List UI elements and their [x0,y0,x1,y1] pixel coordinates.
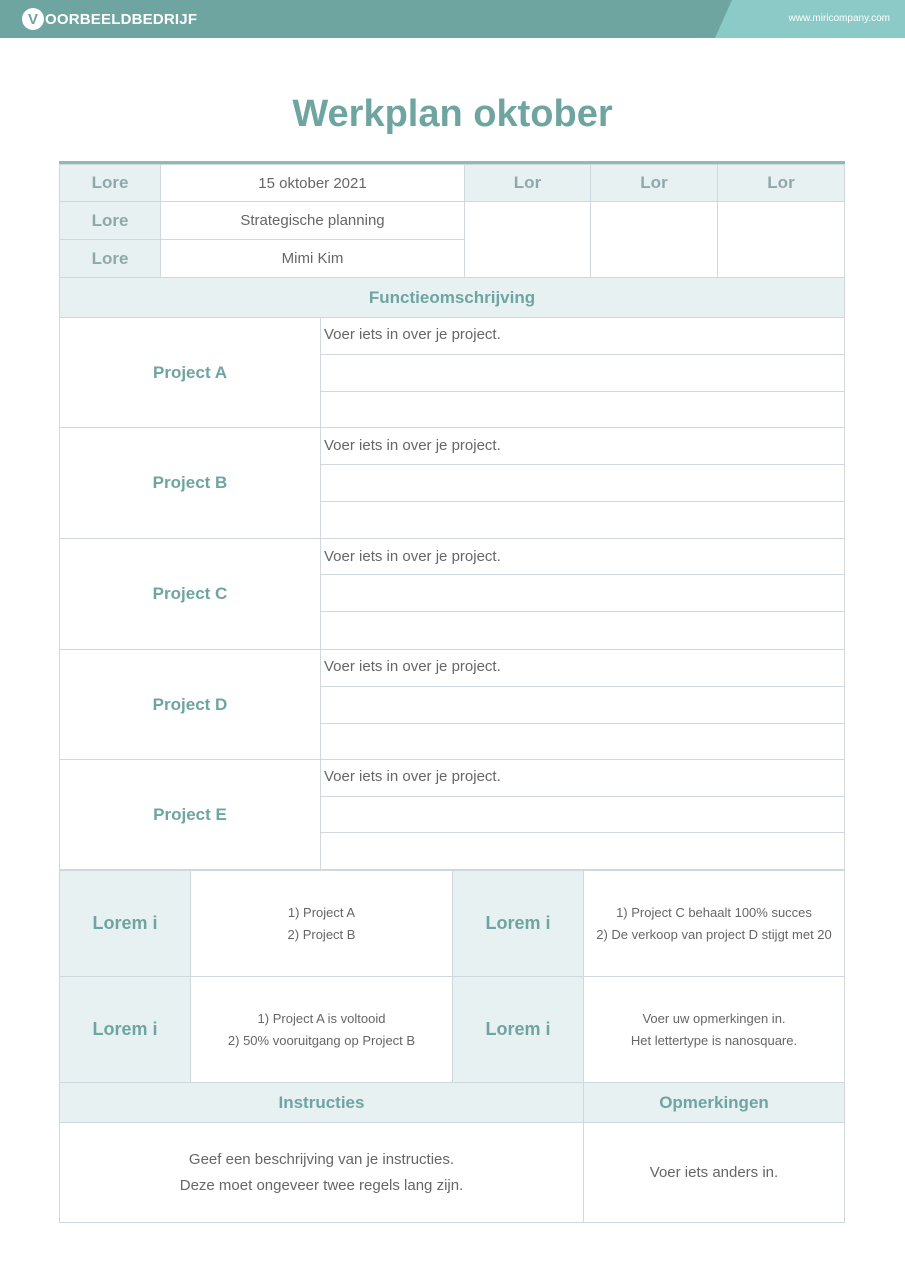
divider [321,611,845,612]
divider [321,796,845,797]
info-date[interactable]: 15 oktober 2021 [160,164,465,202]
goal-content[interactable] [583,976,845,1083]
goal-line: Het lettertype is nanosquare. [630,1032,798,1048]
goal-line: 1) Project A [287,904,356,920]
project-row [59,538,845,650]
project-description: Voer iets in over je project. [324,548,501,565]
instructions-line: Geef een beschrijving van je instructies. [188,1150,455,1168]
project-name: Project C [59,538,321,650]
info-label: Lore [59,164,161,202]
logo-text: OORBEELDBEDRIJF [45,10,198,28]
section-header-function: Functieomschrijving [59,277,845,318]
project-name: Project A [59,317,321,428]
goal-line: 1) Project A is voltooid [257,1010,386,1026]
remarks-field[interactable] [583,1122,845,1223]
info-column-header: Lor [717,164,845,202]
goal-content[interactable] [190,976,453,1083]
divider [321,574,845,575]
page-title: Werkplan oktober [292,93,613,135]
goal-label: Lorem i [452,870,584,977]
info-column-field[interactable] [717,201,845,278]
project-name: Project E [59,759,321,870]
goal-line: 1) Project C behaalt 100% succes [616,904,812,920]
divider [321,832,845,833]
info-label: Lore [59,239,161,278]
goal-label: Lorem i [59,976,191,1083]
worksheet-frame [59,161,845,1223]
project-description: Voer iets in over je project. [324,437,501,454]
project-description: Voer iets in over je project. [324,326,501,343]
project-row [59,317,845,428]
goal-line: 2) 50% vooruitgang op Project B [227,1032,416,1048]
goal-line: Voer uw opmerkingen in. [642,1010,786,1026]
goal-content[interactable] [190,870,453,977]
goal-label: Lorem i [59,870,191,977]
info-label: Lore [59,201,161,240]
instructions-line: Deze moet ongeveer twee regels lang zijn. [179,1176,464,1194]
project-row [59,649,845,760]
info-column-field[interactable] [464,201,591,278]
project-description: Voer iets in over je project. [324,768,501,785]
project-row [59,427,845,539]
divider [321,501,845,502]
info-column-header: Lor [464,164,591,202]
goal-line: 2) Project B [287,926,356,942]
logo-mark-icon: V [22,8,44,30]
goal-label: Lorem i [452,976,584,1083]
project-description: Voer iets in over je project. [324,658,501,675]
project-row [59,759,845,870]
section-header-instructions: Instructies [59,1082,584,1123]
info-column-field[interactable] [590,201,718,278]
remarks-text: Voer iets anders in. [649,1163,779,1181]
project-name: Project D [59,649,321,760]
divider [321,723,845,724]
info-column-header: Lor [590,164,718,202]
info-author[interactable]: Mimi Kim [160,239,465,278]
goal-line: 2) De verkoop van project D stijgt met 20 [596,926,832,942]
divider [321,686,845,687]
goal-content[interactable] [583,870,845,977]
divider [321,464,845,465]
site-url[interactable]: www.miricompany.com [788,13,890,24]
instructions-field[interactable] [59,1122,584,1223]
divider [321,391,845,392]
company-logo [22,6,197,32]
project-name: Project B [59,427,321,539]
divider [321,354,845,355]
info-subject[interactable]: Strategische planning [160,201,465,240]
section-header-remarks: Opmerkingen [583,1082,845,1123]
